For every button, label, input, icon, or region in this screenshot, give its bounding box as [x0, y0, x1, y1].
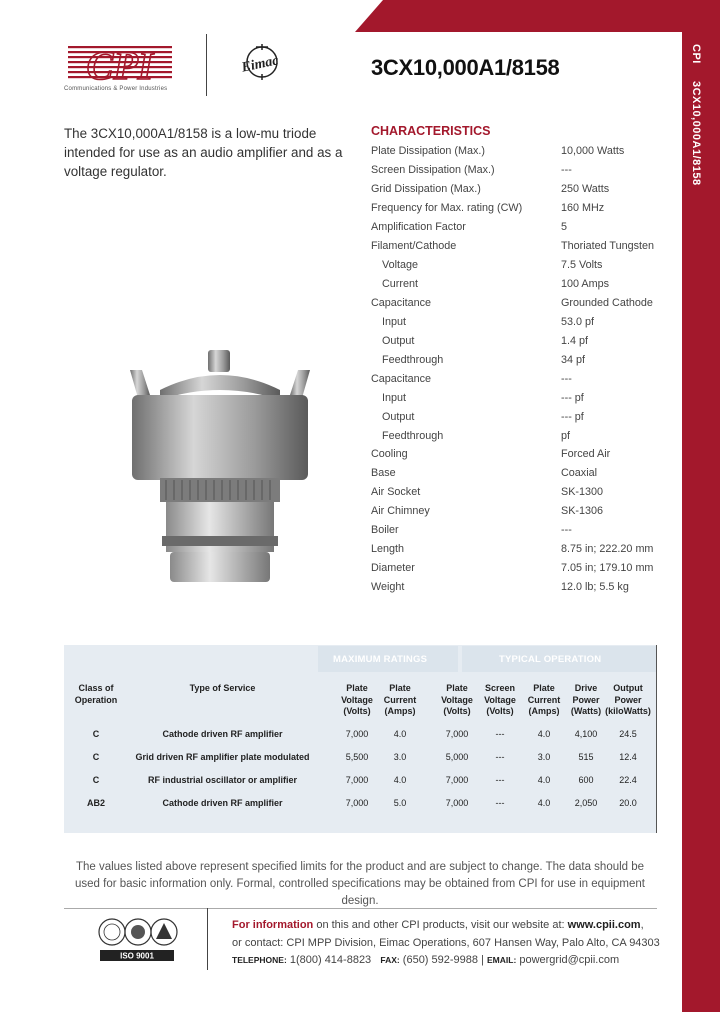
cell-typ-plate-current: 4.0 — [537, 775, 551, 785]
header-class: Class of Operation — [74, 683, 118, 705]
char-label: Amplification Factor — [371, 221, 466, 234]
char-row — [371, 218, 676, 237]
cell-typ-screen-voltage: --- — [495, 729, 505, 739]
char-row — [371, 445, 676, 464]
char-row — [371, 521, 676, 540]
cell-typ-drive-power: 2,050 — [574, 798, 598, 808]
header-typ-drive-power: Drive Power (Watts) — [570, 683, 602, 716]
cell-typ-output-power: 22.4 — [619, 775, 637, 785]
char-row — [371, 294, 676, 313]
cell-typ-screen-voltage: --- — [495, 775, 505, 785]
fax-number: (650) 592-9988 — [399, 954, 479, 966]
cell-typ-screen-voltage: --- — [495, 752, 505, 762]
char-label: Frequency for Max. rating (CW) — [371, 202, 523, 215]
cell-typ-drive-power: 600 — [578, 775, 594, 785]
cell-typ-plate-voltage: 5,000 — [445, 752, 469, 762]
product-title: 3CX10,000A1/8158 — [371, 55, 560, 80]
fax-label: FAX: — [380, 955, 400, 965]
char-row — [371, 161, 676, 180]
char-value: 53.0 pf — [561, 315, 595, 328]
char-value: --- pf — [561, 410, 584, 423]
cell-class: AB2 — [86, 798, 105, 808]
email-address[interactable]: powergrid@cpii.com — [516, 954, 620, 966]
cell-class: C — [92, 729, 100, 739]
char-value: 250 Watts — [561, 183, 610, 196]
char-row — [371, 142, 676, 161]
char-row — [371, 199, 676, 218]
char-label: Capacitance — [371, 372, 432, 385]
cell-class: C — [92, 752, 100, 762]
telephone-number: 1(800) 414-8823 — [286, 954, 372, 966]
char-value: Forced Air — [561, 448, 611, 461]
characteristics-list — [371, 142, 676, 597]
cell-typ-plate-current: 4.0 — [537, 798, 551, 808]
top-accent-band — [355, 0, 720, 32]
char-row — [371, 578, 676, 597]
cell-service: Cathode driven RF amplifier — [162, 798, 283, 808]
header-divider — [206, 34, 207, 96]
footer-top-rule — [64, 908, 657, 909]
characteristics-title: CHARACTERISTICS — [371, 124, 491, 138]
char-label: Base — [371, 467, 396, 480]
char-row — [371, 426, 676, 445]
info-lead: For information — [232, 919, 314, 931]
certification-badges — [92, 914, 182, 966]
char-label: Output — [382, 334, 415, 347]
footer-separator: | — [478, 954, 487, 966]
char-value: 160 MHz — [561, 202, 605, 215]
footer-contact-info — [232, 917, 660, 970]
cpi-logo-mark: CPI — [86, 43, 154, 88]
website-link[interactable]: www.cpii.com — [567, 919, 641, 931]
typical-operation-heading: TYPICAL OPERATION — [499, 654, 602, 665]
char-row — [371, 502, 676, 521]
char-value: 7.05 in; 179.10 mm — [561, 562, 654, 575]
char-label: Air Socket — [371, 486, 421, 499]
cell-typ-plate-voltage: 7,000 — [445, 729, 469, 739]
char-value: --- — [561, 372, 572, 385]
char-row — [371, 237, 676, 256]
char-row — [371, 540, 676, 559]
cpi-logo — [64, 42, 176, 88]
char-row — [371, 256, 676, 275]
cpi-tagline: Communications & Power Industries — [64, 86, 168, 92]
char-label: Plate Dissipation (Max.) — [371, 145, 486, 158]
footer-divider — [207, 908, 208, 970]
cell-max-plate-voltage: 7,000 — [345, 729, 369, 739]
char-label: Voltage — [382, 259, 419, 272]
cell-typ-screen-voltage: --- — [495, 798, 505, 808]
header-max-plate-current: Plate Current (Amps) — [383, 683, 417, 716]
certification-label: ISO 9001 — [120, 951, 154, 961]
char-row — [371, 483, 676, 502]
intro-description: The 3CX10,000A1/8158 is a low-mu triode intended for use as an audio amplifier and as a voltage regulator. — [64, 126, 343, 179]
cell-max-plate-current: 4.0 — [393, 729, 407, 739]
char-row — [371, 312, 676, 331]
char-value: 34 pf — [561, 353, 586, 366]
info-end: , — [640, 919, 644, 931]
header-typ-output-power: Output Power (kiloWatts) — [605, 683, 651, 716]
footer-line-1 — [232, 917, 652, 935]
disclaimer-text: The values listed above represent specified limits for the product and are subject to change. The data should be used for basic information only. Formal, controlled specifications may be obtained from CPI for use in equipment design. — [75, 861, 645, 907]
char-value: --- — [561, 524, 572, 537]
char-row — [371, 464, 676, 483]
char-row — [371, 407, 676, 426]
char-value: SK-1306 — [561, 505, 604, 518]
char-label: Feedthrough — [382, 429, 444, 442]
char-row — [371, 180, 676, 199]
char-value: pf — [561, 429, 571, 442]
side-band-brand: CPI — [690, 44, 702, 64]
char-row — [371, 559, 676, 578]
vacuum-tube-image — [120, 340, 320, 590]
eimac-logo-text: Eimac — [240, 53, 280, 76]
char-value: Grounded Cathode — [561, 296, 653, 309]
footer-line-3 — [232, 952, 652, 970]
top-band-notch — [355, 0, 383, 32]
cell-service: Cathode driven RF amplifier — [162, 729, 283, 739]
char-value: 100 Amps — [561, 278, 610, 291]
char-value: --- pf — [561, 391, 584, 404]
table-right-border — [656, 645, 657, 833]
eimac-logo — [232, 42, 288, 84]
char-label: Weight — [371, 581, 405, 594]
cell-typ-output-power: 20.0 — [619, 798, 637, 808]
char-value: 10,000 Watts — [561, 145, 625, 158]
char-value: Thoriated Tungsten — [561, 240, 655, 253]
char-value: --- — [561, 164, 572, 177]
cell-typ-plate-current: 3.0 — [537, 752, 551, 762]
char-value: SK-1300 — [561, 486, 604, 499]
email-label: EMAIL: — [487, 955, 517, 965]
char-label: Boiler — [371, 524, 399, 537]
char-value: 5 — [561, 221, 568, 234]
char-row — [371, 388, 676, 407]
header-max-plate-voltage: Plate Voltage (Volts) — [341, 683, 373, 716]
char-row — [371, 275, 676, 294]
char-label: Diameter — [371, 562, 415, 575]
char-value: 8.75 in; 222.20 mm — [561, 543, 654, 556]
cell-max-plate-current: 5.0 — [393, 798, 407, 808]
cell-max-plate-current: 3.0 — [393, 752, 407, 762]
cell-typ-plate-voltage: 7,000 — [445, 775, 469, 785]
side-band-model: 3CX10,000A1/8158 — [690, 80, 702, 186]
cell-class: C — [92, 775, 100, 785]
char-label: Cooling — [371, 448, 408, 461]
char-label: Grid Dissipation (Max.) — [371, 183, 481, 196]
char-label: Input — [382, 315, 407, 328]
header-typ-screen-voltage: Screen Voltage (Volts) — [484, 683, 516, 716]
cell-typ-output-power: 12.4 — [619, 752, 637, 762]
char-row — [371, 350, 676, 369]
char-label: Current — [382, 278, 419, 291]
char-label: Filament/Cathode — [371, 240, 457, 253]
header-typ-plate-current: Plate Current (Amps) — [527, 683, 561, 716]
char-label: Screen Dissipation (Max.) — [371, 164, 495, 177]
cell-typ-plate-voltage: 7,000 — [445, 798, 469, 808]
char-label: Feedthrough — [382, 353, 444, 366]
char-row — [371, 369, 676, 388]
cell-max-plate-voltage: 7,000 — [345, 775, 369, 785]
info-rest: on this and other CPI products, visit our website at: — [313, 919, 568, 931]
cell-typ-drive-power: 4,100 — [574, 729, 598, 739]
header-typ-plate-voltage: Plate Voltage (Volts) — [441, 683, 473, 716]
header-service: Type of Service — [189, 683, 256, 693]
cell-max-plate-voltage: 7,000 — [345, 798, 369, 808]
max-ratings-heading: MAXIMUM RATINGS — [333, 654, 428, 665]
cell-max-plate-voltage: 5,500 — [345, 752, 369, 762]
cell-max-plate-current: 4.0 — [393, 775, 407, 785]
cell-service: RF industrial oscillator or amplifier — [147, 775, 298, 785]
char-label: Input — [382, 391, 407, 404]
telephone-label: TELEPHONE: — [232, 955, 287, 965]
char-value: 7.5 Volts — [561, 259, 603, 272]
char-label: Air Chimney — [371, 505, 430, 518]
char-value: 12.0 lb; 5.5 kg — [561, 581, 629, 594]
char-row — [371, 331, 676, 350]
cell-service: Grid driven RF amplifier plate modulated — [135, 752, 310, 762]
cell-typ-output-power: 24.5 — [619, 729, 637, 739]
char-value: Coaxial — [561, 467, 598, 480]
cell-typ-plate-current: 4.0 — [537, 729, 551, 739]
cell-typ-drive-power: 515 — [578, 752, 594, 762]
char-label: Output — [382, 410, 415, 423]
char-value: 1.4 pf — [561, 334, 589, 347]
char-label: Capacitance — [371, 296, 432, 309]
char-label: Length — [371, 543, 405, 556]
footer-line-2: or contact: CPI MPP Division, Eimac Operations, 607 Hansen Way, Palo Alto, CA 94303 — [232, 936, 660, 949]
side-band-text — [690, 44, 702, 186]
